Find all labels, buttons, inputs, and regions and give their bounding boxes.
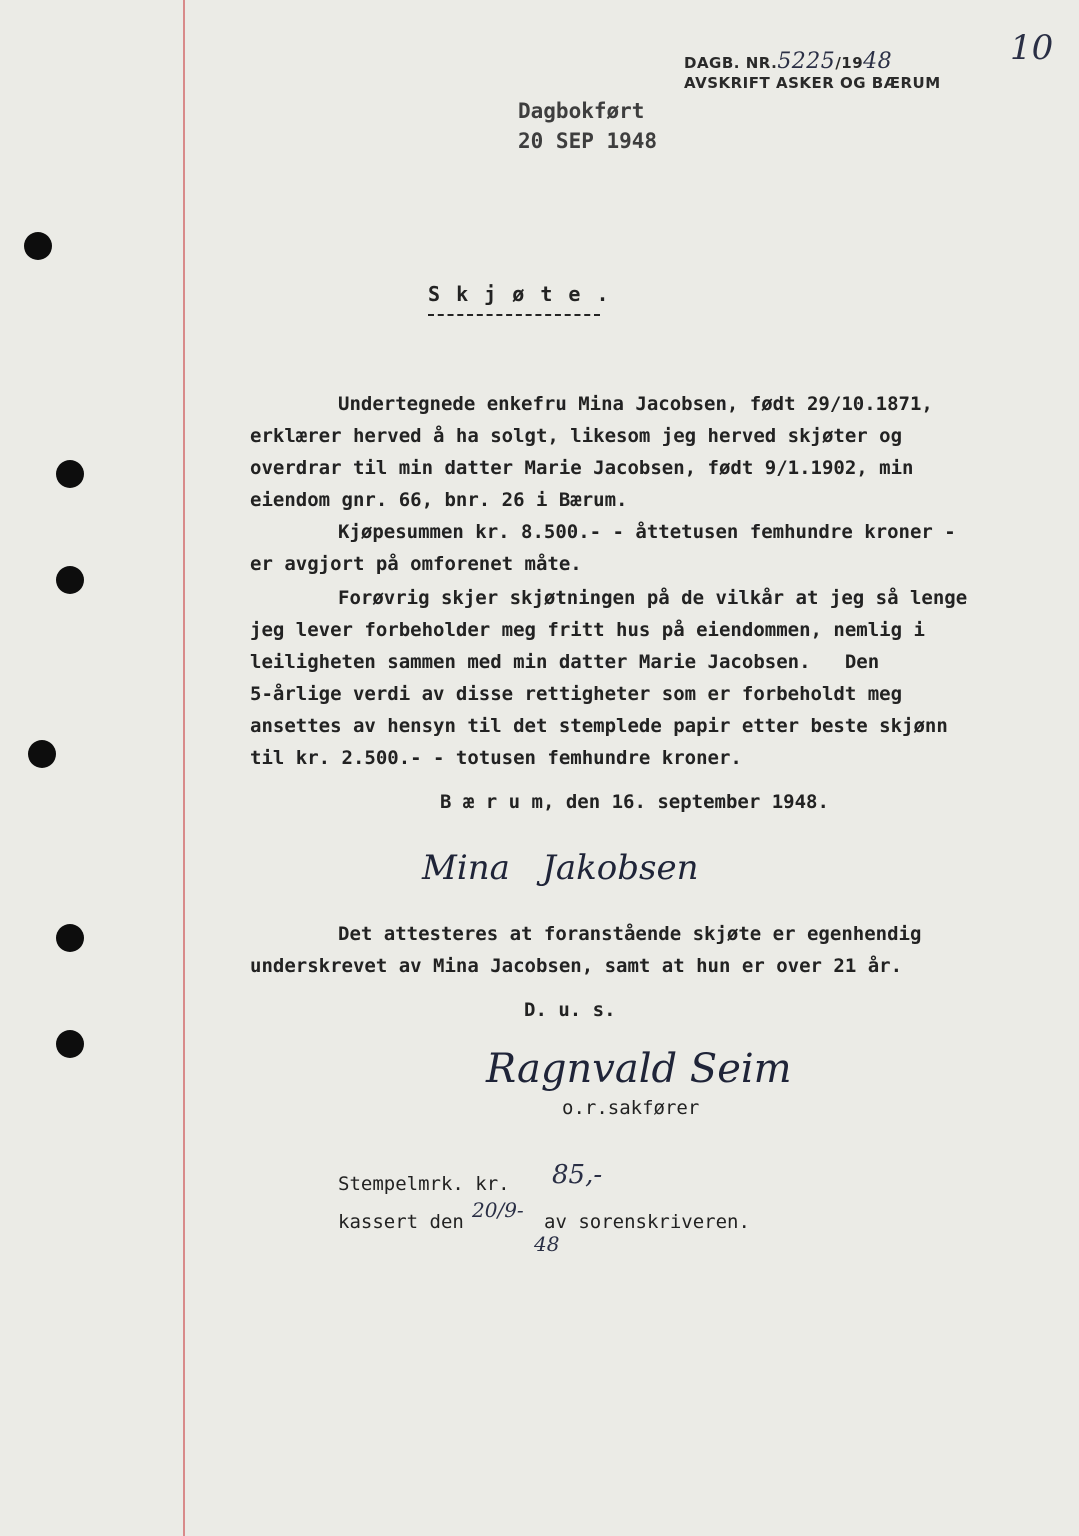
body-line: Forøvrig skjer skjøtningen på de vilkår at jeg så lenge <box>338 587 968 609</box>
cancel-date: 20/9- <box>472 1198 524 1222</box>
dus-text: D. u. s. <box>524 999 616 1021</box>
body-line: til kr. 2.500.- - totusen femhundre kroner. <box>250 747 742 769</box>
title-underline <box>428 314 600 316</box>
journal-label: DAGB. NR. <box>684 54 778 72</box>
punch-hole <box>56 1030 84 1058</box>
cancel-year: 48 <box>534 1232 560 1256</box>
body-line: Kjøpesummen kr. 8.500.- - åttetusen femhundre kroner - <box>338 521 956 543</box>
margin-line <box>183 0 185 1536</box>
attest-line: Det attesteres at foranstående skjøte er egenhendig <box>338 923 922 945</box>
punch-hole <box>24 232 52 260</box>
seller-signature: Mina Jakobsen <box>422 848 699 888</box>
body-line: overdrar til min datter Marie Jacobsen, født 9/1.1902, min <box>250 457 914 479</box>
journal-number-line <box>684 49 941 74</box>
punch-hole <box>56 924 84 952</box>
body-line: 5-årlige verdi av disse rettigheter som er forbeholdt meg <box>250 683 903 705</box>
journal-year: 48 <box>863 49 893 74</box>
received-stamp <box>518 96 657 156</box>
journal-number: 5225 <box>777 49 836 74</box>
body-line: Undertegnede enkefru Mina Jacobsen, født 29/10.1871, <box>338 393 933 415</box>
received-stamp-date: 20 SEP 1948 <box>518 129 658 153</box>
stamp-fee-value: 85,- <box>552 1160 603 1190</box>
journal-year-prefix: /19 <box>835 54 864 72</box>
body-line: jeg lever forbeholder meg fritt hus på eiendommen, nemlig i <box>250 619 925 641</box>
cancel-authority: av sorenskriveren. <box>544 1211 750 1233</box>
page-number: 10 <box>1010 28 1054 68</box>
body-line: eiendom gnr. 66, bnr. 26 i Bærum. <box>250 489 628 511</box>
journal-stamp <box>684 49 941 93</box>
received-stamp-label: Dagbokført <box>518 99 645 123</box>
stamp-fee-label: Stempelmrk. kr. <box>338 1173 510 1195</box>
journal-office: AVSKRIFT ASKER OG BÆRUM <box>684 74 941 92</box>
cancel-label: kassert den <box>338 1211 464 1233</box>
document-title: S k j ø t e . <box>428 282 611 306</box>
punch-hole <box>56 460 84 488</box>
body-line: ansettes av hensyn til det stemplede papir etter beste skjønn <box>250 715 948 737</box>
place-date: B æ r u m, den 16. september 1948. <box>440 791 829 813</box>
body-line: er avgjort på omforenet måte. <box>250 553 582 575</box>
body-line: leiligheten sammen med min datter Marie Jacobsen. Den <box>250 651 880 673</box>
punch-hole <box>28 740 56 768</box>
body-line: erklærer herved å ha solgt, likesom jeg herved skjøter og <box>250 425 903 447</box>
witness-title: o.r.sakfører <box>562 1097 700 1119</box>
witness-signature: Ragnvald Seim <box>486 1046 792 1092</box>
attest-line: underskrevet av Mina Jacobsen, samt at hun er over 21 år. <box>250 955 903 977</box>
punch-hole <box>56 566 84 594</box>
